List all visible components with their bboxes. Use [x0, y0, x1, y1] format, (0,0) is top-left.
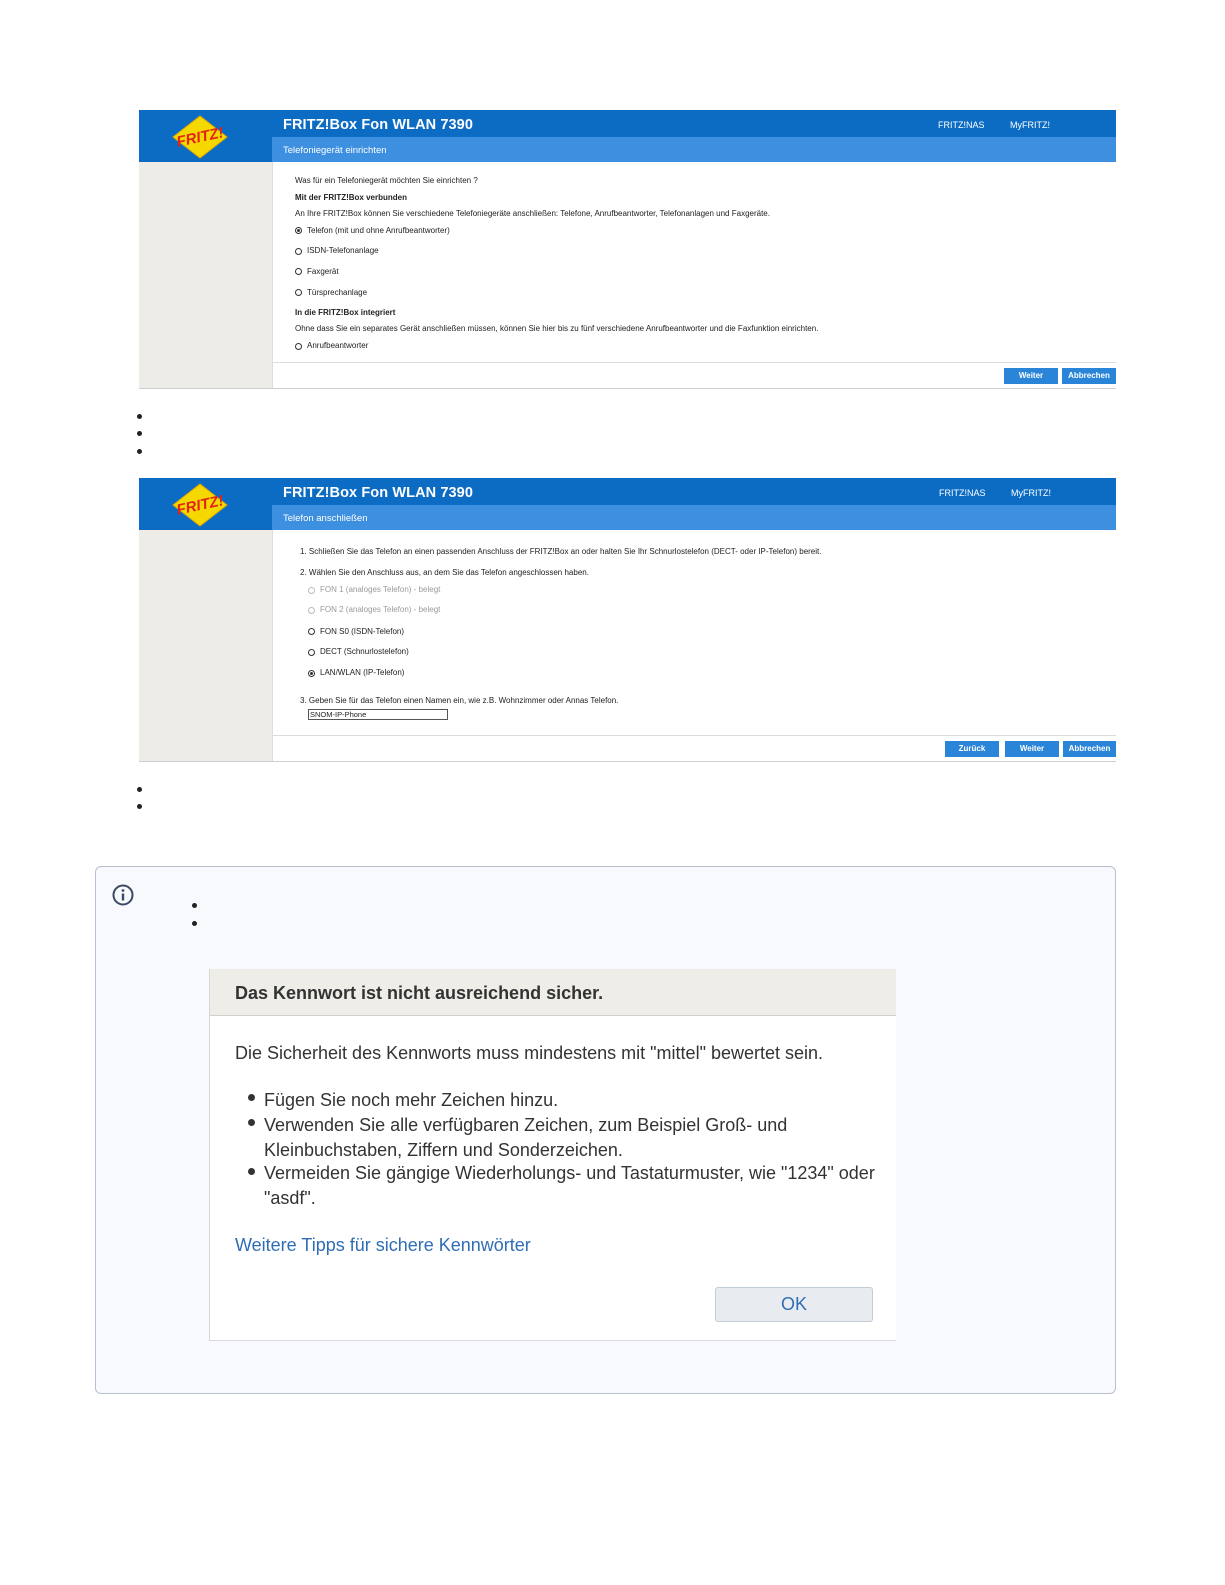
step-2-text: 2. Wählen Sie den Anschluss aus, an dem Sie das Telefon angeschlossen haben.: [300, 568, 589, 577]
radio-dect[interactable]: [308, 649, 315, 656]
radio-fon-s0[interactable]: [308, 628, 315, 635]
tip-item: [264, 1161, 875, 1211]
tip-item: [264, 1088, 558, 1113]
content-area: [272, 530, 1116, 761]
section-desc-connected: An Ihre FRITZ!Box können Sie verschiedene Telefoniegeräte anschließen: Telefone, Anrufbeantworter, Telefonanlagen und Faxgeräte.: [295, 209, 770, 218]
sidebar: [139, 530, 272, 761]
dialog-header: [210, 969, 896, 1016]
option-label-answering-machine: Anrufbeantworter: [307, 341, 369, 350]
port-label-fon1: FON 1 (analoges Telefon) - belegt: [320, 585, 441, 594]
nav-myfritz[interactable]: MyFRITZ!: [1010, 120, 1050, 130]
subheader-bar: [272, 505, 1116, 530]
bullet-empty: [137, 449, 142, 454]
port-label-fon2: FON 2 (analoges Telefon) - belegt: [320, 605, 441, 614]
bullet-empty: [137, 804, 142, 809]
radio-telefon[interactable]: [295, 227, 302, 234]
option-label-fax: Faxgerät: [307, 267, 339, 276]
section-heading-integrated: In die FRITZ!Box integriert: [295, 308, 396, 317]
subheader-bar: [272, 137, 1116, 162]
bullet-icon: [248, 1119, 255, 1126]
nav-fritznas[interactable]: FRITZ!NAS: [939, 488, 986, 498]
bullet-icon: [248, 1094, 255, 1101]
password-tips-link[interactable]: Weitere Tipps für sichere Kennwörter: [235, 1235, 531, 1255]
cancel-button[interactable]: Abbrechen: [1063, 741, 1116, 757]
svg-text:FRITZ!: FRITZ!: [175, 492, 226, 519]
step-3-text: 3. Geben Sie für das Telefon einen Namen ein, wie z.B. Wohnzimmer oder Annas Telefon.: [300, 696, 619, 705]
nav-myfritz[interactable]: MyFRITZ!: [1011, 488, 1051, 498]
question-text: Was für ein Telefoniegerät möchten Sie einrichten ?: [295, 176, 478, 185]
tip-line: Kleinbuchstaben, Ziffern und Sonderzeichen.: [264, 1140, 623, 1160]
ok-button[interactable]: OK: [715, 1287, 873, 1322]
info-icon: [112, 884, 134, 906]
next-button[interactable]: Weiter: [1004, 368, 1058, 384]
sidebar: [139, 162, 272, 388]
logo-column: [139, 478, 272, 530]
bullet-icon: [248, 1168, 255, 1175]
dialog-title: Das Kennwort ist nicht ausreichend sicher.: [235, 983, 604, 1003]
tip-line: Fügen Sie noch mehr Zeichen hinzu.: [264, 1090, 559, 1110]
port-label-lan-wlan: LAN/WLAN (IP-Telefon): [320, 668, 405, 677]
next-button[interactable]: Weiter: [1005, 741, 1059, 757]
radio-doorphone[interactable]: [295, 289, 302, 296]
footer-divider: [272, 362, 1116, 363]
port-label-dect: DECT (Schnurlostelefon): [320, 647, 409, 656]
bullet-empty: [192, 903, 197, 908]
phone-name-input[interactable]: [308, 709, 448, 720]
tip-line: Vermeiden Sie gängige Wiederholungs- und Tastaturmuster, wie "1234" oder: [264, 1163, 875, 1183]
page-title: FRITZ!Box Fon WLAN 7390: [283, 117, 473, 133]
tip-line: Verwenden Sie alle verfügbaren Zeichen, zum Beispiel Groß- und: [264, 1115, 788, 1135]
radio-lan-wlan[interactable]: [308, 670, 315, 677]
page-subtitle: Telefon anschließen: [283, 513, 368, 524]
dialog-lead-text: Die Sicherheit des Kennworts muss mindestens mit "mittel" bewertet sein.: [235, 1043, 824, 1063]
svg-text:FRITZ!: FRITZ!: [175, 124, 226, 151]
fritz-logo-icon: [169, 482, 231, 528]
option-label-telefon: Telefon (mit und ohne Anrufbeantworter): [307, 226, 450, 235]
page-subtitle: Telefoniegerät einrichten: [283, 145, 387, 156]
page-title: FRITZ!Box Fon WLAN 7390: [283, 485, 473, 501]
radio-answering-machine[interactable]: [295, 343, 302, 350]
port-label-fon-s0: FON S0 (ISDN-Telefon): [320, 627, 405, 636]
section-desc-integrated: Ohne dass Sie ein separates Gerät anschließen müssen, können Sie hier bis zu fünf verschiedene Anrufbeantworter und die Faxfunktion einrichten.: [295, 324, 819, 333]
option-label-doorphone: Türsprechanlage: [307, 288, 368, 297]
radio-fax[interactable]: [295, 268, 302, 275]
bullet-empty: [137, 431, 142, 436]
fritzbox-panel-device-setup: [139, 110, 1116, 389]
radio-fon2[interactable]: [308, 607, 315, 614]
option-label-isdn: ISDN-Telefonanlage: [307, 246, 379, 255]
cancel-button[interactable]: Abbrechen: [1062, 368, 1116, 384]
nav-fritznas[interactable]: FRITZ!NAS: [938, 120, 985, 130]
footer-divider: [272, 735, 1116, 736]
back-button[interactable]: Zurück: [945, 741, 999, 757]
radio-fon1[interactable]: [308, 587, 315, 594]
bullet-empty: [137, 787, 142, 792]
section-heading-connected: Mit der FRITZ!Box verbunden: [295, 193, 407, 202]
password-warning-dialog: [209, 969, 896, 1341]
radio-isdn[interactable]: [295, 248, 302, 255]
tip-line: "asdf".: [264, 1188, 316, 1208]
fritz-logo-icon: [169, 114, 231, 160]
bullet-empty: [192, 921, 197, 926]
logo-column: [139, 110, 272, 162]
tip-item: [264, 1113, 787, 1163]
bullet-empty: [137, 414, 142, 419]
fritzbox-panel-connect-phone: [139, 478, 1116, 762]
step-1-text: 1. Schließen Sie das Telefon an einen passenden Anschluss der FRITZ!Box an oder halten Sie Ihr Schnurlostelefon (DECT- oder IP-Telefon) bereit.: [300, 547, 822, 556]
